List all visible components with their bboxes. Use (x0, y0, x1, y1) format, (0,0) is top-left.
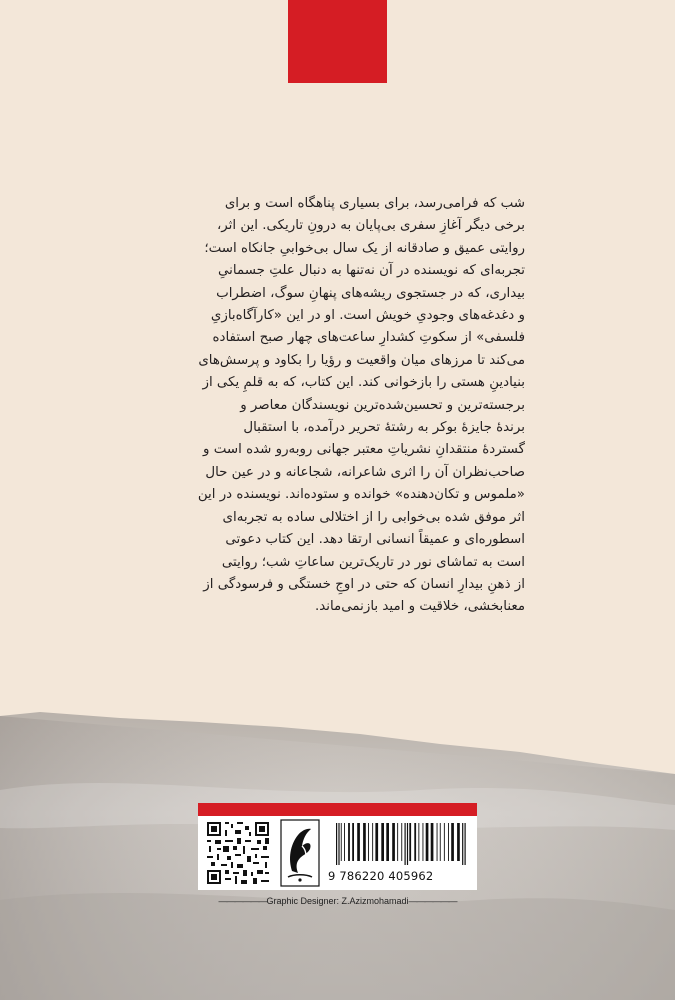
barcode-bar (462, 823, 463, 865)
blurb-line: اثر موفق شده بی‌خوابی را از اختلالی ساده به تجربه‌ای (222, 509, 525, 525)
blurb-line: گستردهٔ منتقدانِ نشریاتِ معتبر جهانی روبه‌رو شده است و (203, 442, 525, 458)
barcode-bar (357, 823, 360, 861)
barcode-bar (401, 823, 402, 861)
blurb-line: اسطوره‌ای و عمیقاً انسانی ارتقا دهد. این کتاب دعوتی (225, 532, 525, 548)
graphic-designer-credit: ——————Graphic Designer: Z.Azizmohamadi—————— (218, 896, 457, 906)
barcode-bar (352, 823, 354, 861)
barcode-bar (392, 823, 395, 861)
blurb-line: شب که فرامی‌رسد، برای بسیاری پناهگاه است و برای (224, 196, 525, 211)
isbn-digits: 9 786220 405962 (328, 869, 434, 883)
barcode-bar (451, 823, 454, 861)
barcode-bar (386, 823, 389, 861)
blurb-line: فلسفی» از سکوتِ کشدارِ ساعت‌های چهار صبح استفاده (212, 330, 525, 346)
blurb-line: و دغدغه‌های وجودیِ خویش است. او در این «کارآگاه‌بازیِ (210, 308, 525, 324)
barcode-bar (418, 823, 419, 861)
barcode-bar (407, 823, 408, 865)
barcode-bar (381, 823, 384, 861)
blurb-line: برجسته‌ترین و تحسین‌شده‌ترین نویسندگان معاصر و (240, 397, 525, 413)
barcode-bar (457, 823, 460, 861)
isbn-barcode (334, 823, 470, 865)
barcode-bar (465, 823, 466, 865)
barcode-bar (423, 823, 424, 861)
barcode-bar (405, 823, 406, 865)
blurb-line: برخی دیگر آغازِ سفری بی‌پایان به درونِ تاریکی. این اثر، (216, 218, 525, 234)
barcode-bar (426, 823, 429, 861)
barcode-bar (344, 823, 345, 861)
barcode-bar (368, 823, 369, 861)
blurb-line: می‌کند تا مرزهای میان واقعیت و رؤیا را بکاود و پرسش‌های (198, 352, 525, 368)
barcode-bar (431, 823, 434, 861)
barcode-bar (444, 823, 445, 861)
blurb-line: صاحب‌نظران آن را اثری شاعرانه، شجاعانه و در عین حال (205, 464, 525, 480)
barcode-bar (372, 823, 373, 861)
barcode-bar (440, 823, 441, 861)
barcode-bar (414, 823, 416, 861)
barcode-bar (409, 823, 411, 861)
blurb-line: «ملموس و تکان‌دهنده» خوانده و ستوده‌اند. نویسنده در این (197, 487, 525, 503)
barcode-bar (437, 823, 438, 861)
blurb-line: بنیادینِ هستی را بازخوانی کند. این کتاب، که به قلمِ یکی از (202, 375, 525, 391)
barcode-bar (348, 823, 350, 861)
qr-code-icon (205, 820, 271, 886)
blurb-line: است به تماشای نور در تاریک‌ترین ساعاتِ شب؛ روایتی (221, 554, 525, 570)
blurb-line: از ذهنِ بیدارِ انسان که حتی در اوجِ خستگی و فرسودگی از (203, 576, 525, 592)
barcode-bar (375, 823, 378, 861)
credit-text: Graphic Designer: Z.Azizmohamadi (266, 896, 409, 906)
blurb-line: بیداری، که در جستجوی ریشه‌های پنهانِ سوگ، اضطراب (216, 285, 525, 301)
barcode-bar (397, 823, 398, 861)
publisher-logo-icon (280, 819, 320, 887)
barcode-bar (363, 823, 366, 861)
blurb-line: روایتی عمیق و صادقانه از یک سال بی‌خوابیِ جانکاه است؛ (204, 240, 525, 256)
blurb-line: تجربه‌ای که نویسنده در آن نه‌تنها به دنبال علتِ جسمانیِ (218, 263, 525, 279)
barcode-bar (336, 823, 337, 865)
barcode-bar (338, 823, 339, 865)
blurb-line: برندهٔ جایزهٔ بوکر به رشتهٔ تحریر درآمده، با استقبال (243, 420, 525, 436)
blurb-line: معنابخشی، خلاقیت و امید بازنمی‌ماند. (314, 599, 525, 615)
barcode-panel (198, 803, 477, 890)
barcode-bar (448, 823, 449, 861)
barcode-bar (341, 823, 342, 861)
panel-red-stripe (198, 803, 477, 816)
